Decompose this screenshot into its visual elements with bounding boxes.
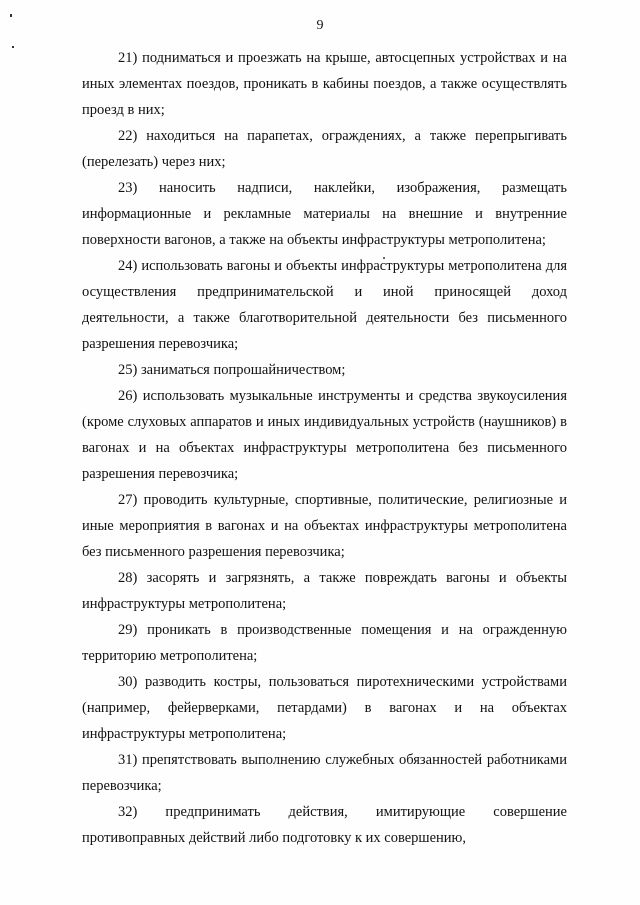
list-item-29: 29) проникать в производственные помещения и на огражденную территорию метрополитена; (82, 622, 567, 664)
list-item-30: 30) разводить костры, пользоваться пиротехническими устройствами (например, фейерверками, петардами) в вагонах и на объектах инфраструктуры метрополитена; (82, 674, 567, 742)
scan-speck (10, 14, 12, 17)
list-item-23: 23) наносить надписи, наклейки, изображения, размещать информационные и рекламные материалы на внешние и внутренние поверхности вагонов, а также на объекты инфраструктуры метрополитена; (82, 180, 567, 248)
document-body (82, 45, 567, 851)
list-item-32: 32) предпринимать действия, имитирующие совершение противоправных действий либо подготовку к их совершению, (82, 804, 567, 846)
list-item-26: 26) использовать музыкальные инструменты и средства звукоусиления (кроме слуховых аппаратов и иных индивидуальных устройств (наушников) в вагонах и на объектах инфраструктуры метрополитена без письменного разрешения перевозчика; (82, 388, 567, 482)
page-number: 9 (316, 18, 324, 33)
list-item-24: 24) использовать вагоны и объекты инфраструктуры метрополитена для осуществления предпринимательской и иной приносящей доход деятельности, а также благотворительной деятельности без письменного разрешения перевозчика; (82, 258, 567, 352)
list-item-28: 28) засорять и загрязнять, а также повреждать вагоны и объекты инфраструктуры метрополитена; (82, 570, 567, 612)
list-item-22: 22) находиться на парапетах, ограждениях, а также перепрыгивать (перелезать) через них; (82, 128, 567, 170)
list-item-21: 21) подниматься и проезжать на крыше, автосцепных устройствах и на иных элементах поездов, проникать в кабины поездов, а также осуществлять проезд в них; (82, 50, 567, 118)
list-item-27: 27) проводить культурные, спортивные, политические, религиозные и иные мероприятия в вагонах и на объектах инфраструктуры метрополитена без письменного разрешения перевозчика; (82, 492, 567, 560)
list-item-31: 31) препятствовать выполнению служебных обязанностей работниками перевозчика; (82, 752, 567, 794)
list-item-25: 25) заниматься попрошайничеством; (118, 362, 346, 378)
scan-speck (12, 46, 14, 48)
